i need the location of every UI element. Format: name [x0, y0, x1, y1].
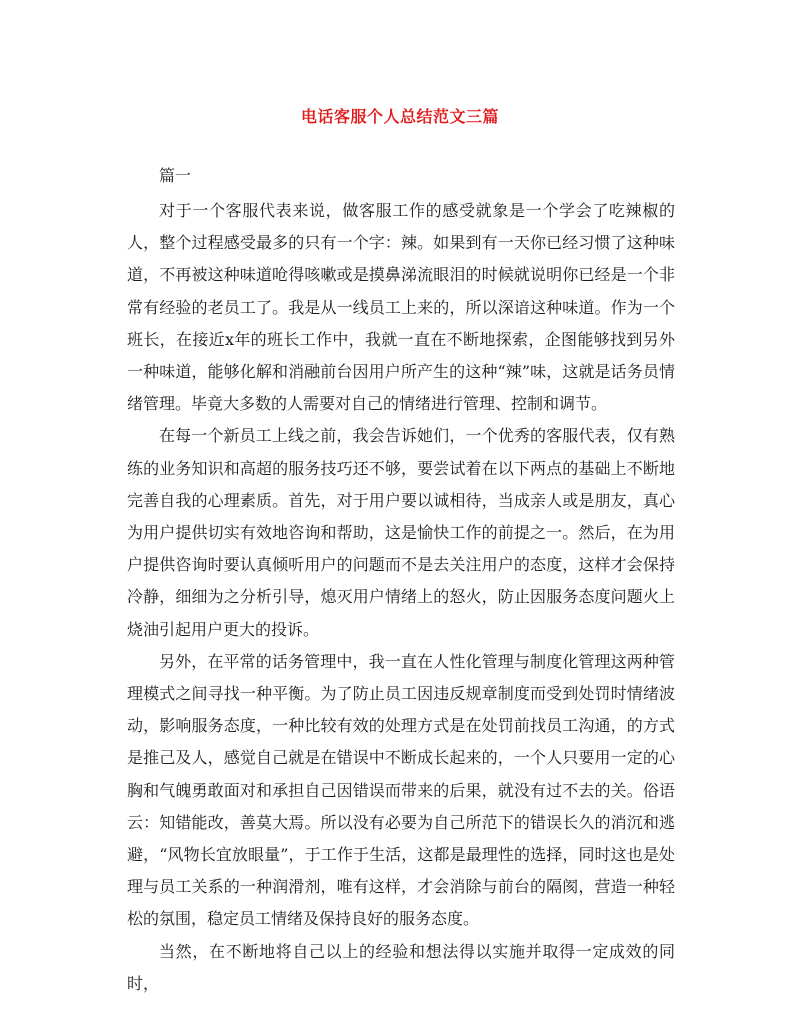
document-title: 电话客服个人总结范文三篇: [300, 107, 499, 126]
section-heading: 篇一: [159, 166, 192, 185]
document-body: [127, 195, 675, 1000]
paragraph: 对于一个客服代表来说，做客服工作的感受就象是一个学会了吃辣椒的人，整个过程感受最多的只有一个字：辣。如果到有一天你已经习惯了这种味道，不再被这种味道呛得咳嗽或是摸鼻涕流眼泪的时候就说明你已经是一个非常有经验的老员工了。我是从一线员工上来的，所以深谙这种味道。作为一个班长，在接近x年的班长工作中，我就一直在不断地探索，企图能够找到另外一种味道，能够化解和消融前台因用户所产生的这种“辣”味，这就是话务员情绪管理。毕竟大多数的人需要对自己的情绪进行管理、控制和调节。: [127, 201, 675, 414]
paragraph: 在每一个新员工上线之前，我会告诉她们，一个优秀的客服代表，仅有熟练的业务知识和高超的服务技巧还不够，要尝试着在以下两点的基础上不断地完善自我的心理素质。首先，对于用户要以诚相待，当成亲人或是朋友，真心为用户提供切实有效地咨询和帮助，这是愉快工作的前提之一。然后，在为用户提供咨询时要认真倾听用户的问题而不是去关注用户的态度，这样才会保持冷静，细细为之分析引导，熄灭用户情绪上的怒火，防止因服务态度问题火上烧油引起用户更大的投诉。: [127, 426, 675, 639]
paragraph: 另外，在平常的话务管理中，我一直在人性化管理与制度化管理这两种管理模式之间寻找一种平衡。为了防止员工因违反规章制度而受到处罚时情绪波动，影响服务态度，一种比较有效的处理方式是在处罚前找员工沟通，的方式是推己及人，感觉自己就是在错误中不断成长起来的，一个人只要用一定的心胸和气魄勇敢面对和承担自己因错误而带来的后果，就没有过不去的关。俗语云：知错能改，善莫大焉。所以没有必要为自己所范下的错误长久的消沉和逃避，“风物长宜放眼量”，于工作于生活，这都是最理性的选择，同时这也是处理与员工关系的一种润滑剂，唯有这样，才会消除与前台的隔阂，营造一种轻松的氛围，稳定员工情绪及保持良好的服务态度。: [127, 651, 675, 929]
paragraph: 当然，在不断地将自己以上的经验和想法得以实施并取得一定成效的同时，: [127, 941, 675, 993]
